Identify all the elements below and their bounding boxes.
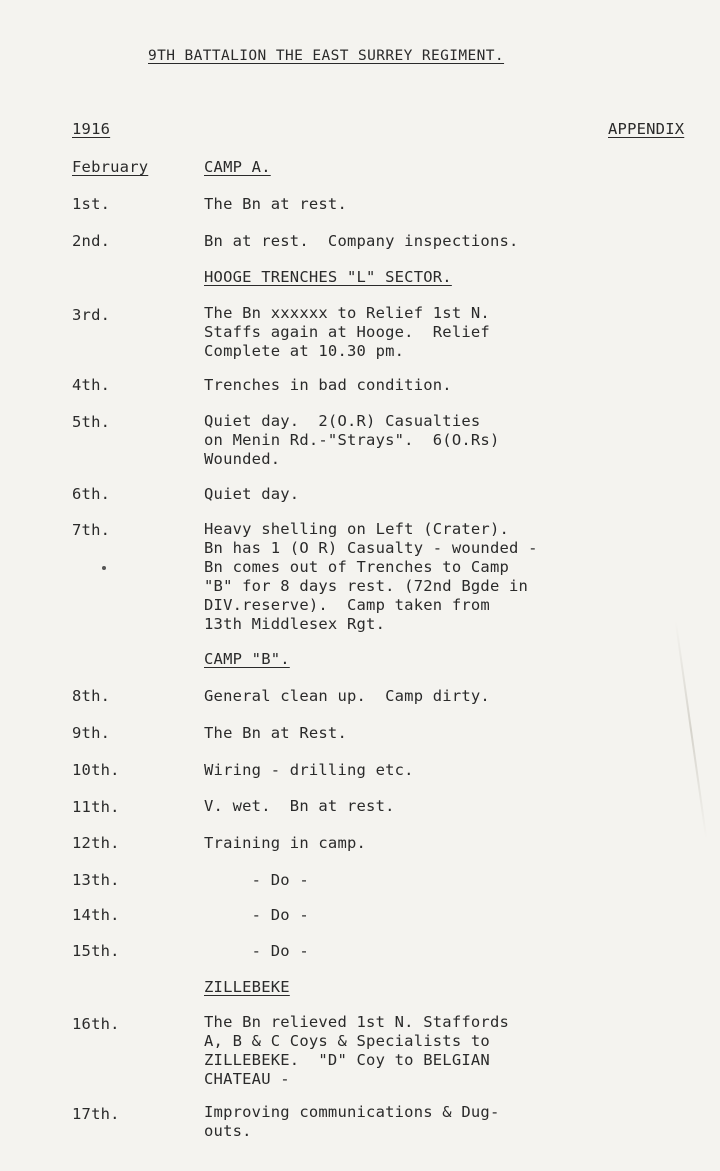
entry-text: Bn at rest. Company inspections. <box>204 232 519 250</box>
entry-text: Training in camp. <box>204 834 367 852</box>
entry-text: The Bn at rest. <box>204 195 347 213</box>
entry-date: 17th. <box>72 1105 120 1123</box>
year-heading: 1916 <box>72 120 111 138</box>
entry-date: 16th. <box>72 1015 120 1033</box>
month-heading: February <box>72 158 149 176</box>
entry-text: Heavy shelling on Left (Crater). Bn has 1 (O R) Casualty - wounded - Bn comes out of Trenches to Camp "B" for 8 days rest. (72nd Bgde in DIV.reserve). Camp taken from 13th Middlesex Rgt. <box>204 520 538 633</box>
entry-text: Quiet day. 2(O.R) Casualties on Menin Rd.-"Strays". 6(O.Rs) Wounded. <box>204 412 500 468</box>
entry-text: - Do - <box>204 942 309 960</box>
paper-crease <box>675 621 708 839</box>
entry-text: - Do - <box>204 871 309 889</box>
document-title: 9TH BATTALION THE EAST SURREY REGIMENT. <box>148 48 505 64</box>
entry-text: - Do - <box>204 906 309 924</box>
entry-text: The Bn at Rest. <box>204 724 347 742</box>
entry-date: 5th. <box>72 413 111 431</box>
entry-text: Trenches in bad condition. <box>204 376 452 394</box>
entry-date: 2nd. <box>72 232 111 250</box>
entry-date: 14th. <box>72 906 120 924</box>
entry-text: Quiet day. <box>204 485 300 503</box>
entry-date: 3rd. <box>72 306 111 324</box>
entry-text: The Bn relieved 1st N. Staffords A, B & C Coys & Specialists to ZILLEBEKE. "D" Coy to BELGIAN CHATEAU - <box>204 1013 510 1088</box>
section-hooge-trenches: HOOGE TRENCHES "L" SECTOR. <box>204 268 452 286</box>
entry-date: 6th. <box>72 485 111 503</box>
entry-text: V. wet. Bn at rest. <box>204 797 395 815</box>
entry-text: The Bn xxxxxx to Relief 1st N. Staffs again at Hooge. Relief Complete at 10.30 pm. <box>204 304 490 360</box>
appendix-label: APPENDIX <box>608 120 685 138</box>
entry-date: 7th. <box>72 521 111 539</box>
entry-date: 15th. <box>72 942 120 960</box>
entry-date: 13th. <box>72 871 120 889</box>
entry-date: 9th. <box>72 724 111 742</box>
entry-text: Wiring - drilling etc. <box>204 761 414 779</box>
entry-date: 1st. <box>72 195 111 213</box>
entry-date: 8th. <box>72 687 111 705</box>
entry-date: 11th. <box>72 798 120 816</box>
section-zillebeke: ZILLEBEKE <box>204 978 290 996</box>
section-camp-b: CAMP "B". <box>204 650 290 668</box>
entry-text: Improving communications & Dug- outs. <box>204 1103 500 1140</box>
section-camp-a: CAMP A. <box>204 158 271 176</box>
margin-dot-mark <box>102 566 106 570</box>
entry-date: 4th. <box>72 376 111 394</box>
entry-date: 12th. <box>72 834 120 852</box>
entry-text: General clean up. Camp dirty. <box>204 687 490 705</box>
entry-date: 10th. <box>72 761 120 779</box>
